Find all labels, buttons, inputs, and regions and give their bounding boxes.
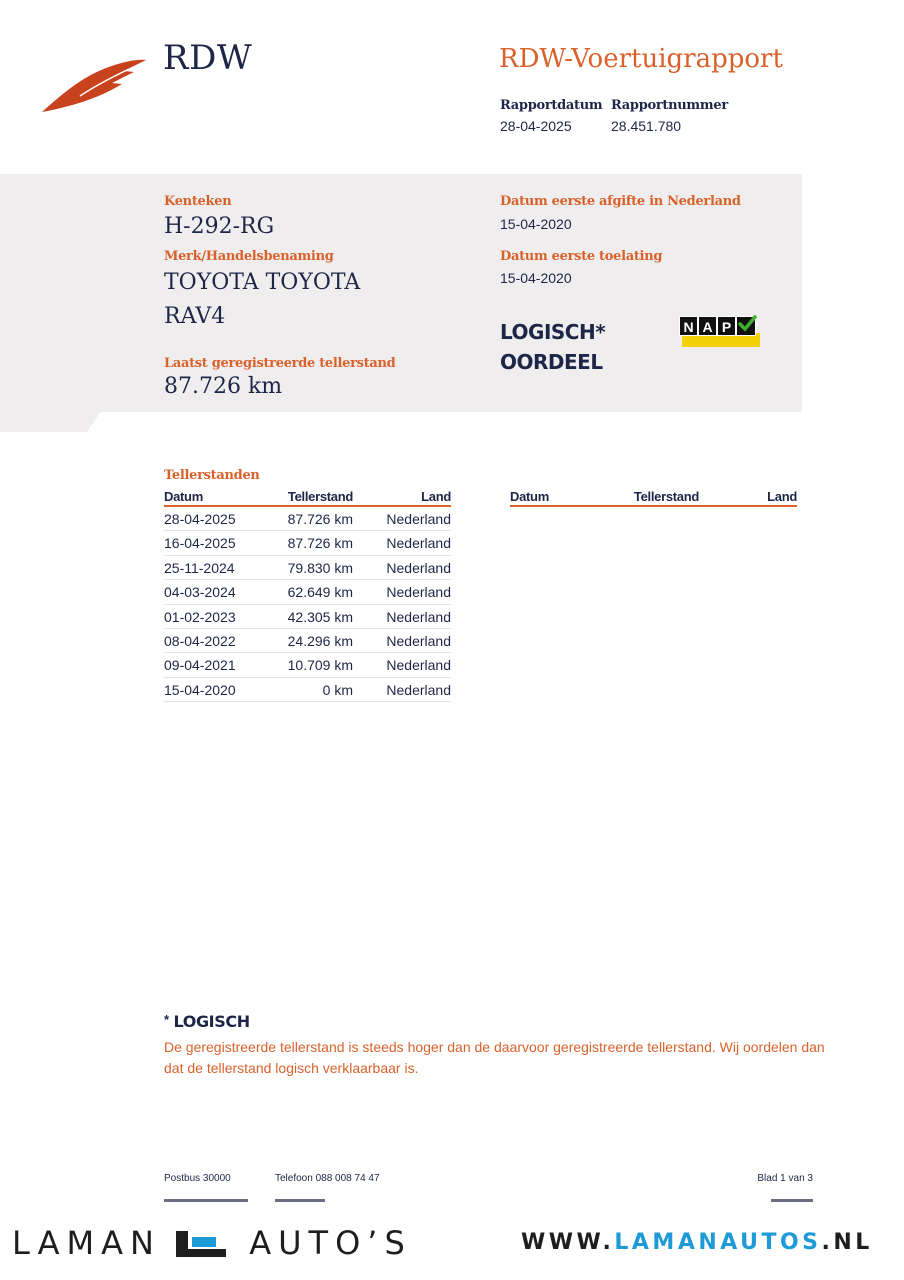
verdict-line2: OORDEEL (500, 350, 603, 374)
nap-letter-p: P (717, 316, 736, 336)
note-text-line2: dat de tellerstand logisch verklaarbaar is. (164, 1060, 419, 1076)
cell-date: 01-02-2023 (164, 608, 236, 625)
table-row (164, 507, 451, 531)
cell-date: 28-04-2025 (164, 511, 236, 527)
cell-odometer: 0 km (322, 681, 353, 698)
cell-country: Nederland (386, 511, 451, 527)
cell-date: 09-04-2021 (164, 657, 236, 674)
cell-odometer: 24.296 km (287, 632, 353, 649)
col-header-date: Datum (164, 489, 203, 504)
readings-section-title: Tellerstanden (164, 468, 260, 483)
nap-letter-a: A (698, 316, 717, 336)
table-row (164, 629, 451, 653)
cell-date: 04-03-2024 (164, 584, 236, 601)
cell-date: 16-04-2025 (164, 535, 236, 552)
col-header-odometer: Tellerstand (633, 489, 699, 504)
dealer-logo-text (12, 1222, 412, 1264)
col-header-country: Land (421, 489, 451, 504)
logo-mark-blue (192, 1237, 216, 1247)
cell-date: 25-11-2024 (164, 559, 235, 576)
first-admission-label: Datum eerste toelating (500, 249, 663, 264)
make-value-line1: TOYOTA TOYOTA (164, 270, 361, 295)
footer-address: Postbus 30000 (164, 1173, 231, 1184)
dealer-name-part2: AUTO’S (249, 1224, 412, 1262)
make-value-line2: RAV4 (164, 304, 226, 329)
table-header (164, 489, 451, 507)
cell-odometer: 10.709 km (287, 657, 353, 674)
odometer-value: 87.726 km (164, 374, 283, 399)
col-header-odometer: Tellerstand (287, 489, 353, 504)
table-row (164, 531, 451, 555)
table-row (164, 653, 451, 677)
cell-date: 15-04-2020 (164, 681, 236, 698)
cell-odometer: 87.726 km (287, 511, 353, 527)
nap-badge (678, 315, 760, 347)
footer-phone: Telefoon 088 008 74 47 (275, 1173, 380, 1184)
note-title: LOGISCH (173, 1012, 250, 1031)
website-name: LAMANAUTOS (614, 1230, 822, 1255)
nap-check-box (736, 316, 756, 336)
vehicle-summary-panel (0, 174, 802, 412)
org-name: RDW (163, 38, 253, 78)
table-row (164, 580, 451, 604)
cell-country: Nederland (386, 535, 451, 552)
dealer-name-part1: LAMAN (12, 1224, 161, 1262)
footer-page: Blad 1 van 3 (757, 1173, 813, 1184)
panel-tail-decoration (0, 410, 102, 432)
cell-odometer: 62.649 km (287, 584, 353, 601)
report-number-value: 28.451.780 (611, 118, 682, 134)
cell-date: 08-04-2022 (164, 632, 236, 649)
col-header-country: Land (767, 489, 797, 504)
table-row (164, 605, 451, 629)
website-prefix: WWW. (521, 1230, 615, 1255)
table-row (164, 556, 451, 580)
cell-country: Nederland (386, 632, 451, 649)
footer-cutoff-mark (771, 1199, 813, 1202)
report-number-label: Rapportnummer (611, 98, 728, 113)
plate-value: H-292-RG (164, 214, 275, 239)
cell-country: Nederland (386, 608, 451, 625)
footer-cutoff-mark (164, 1199, 248, 1202)
checkmark-icon (737, 314, 757, 334)
odometer-label: Laatst geregistreerde tellerstand (164, 356, 396, 371)
readings-table-left (164, 489, 451, 702)
report-title: RDW-Voertuigrapport (499, 44, 783, 74)
cell-country: Nederland (386, 657, 451, 674)
dealer-logo-mark (176, 1231, 226, 1257)
cell-odometer: 79.830 km (287, 559, 353, 576)
first-admission-value: 15-04-2020 (500, 270, 572, 286)
report-date-label: Rapportdatum (500, 98, 603, 113)
table-header (510, 489, 797, 507)
make-label: Merk/Handelsbenaming (164, 249, 334, 264)
note-asterisk: * (164, 1012, 170, 1027)
table-row (164, 678, 451, 702)
first-nl-label: Datum eerste afgifte in Nederland (500, 194, 741, 209)
nap-letter-n: N (679, 316, 698, 336)
website-suffix: .NL (821, 1230, 873, 1255)
cell-odometer: 42.305 km (287, 608, 353, 625)
report-date-value: 28-04-2025 (500, 118, 572, 134)
footer-cutoff-mark (275, 1199, 325, 1202)
note-text-line1: De geregistreerde tellerstand is steeds hoger dan de daarvoor geregistreerde tellerstand. Wij oordelen dan (164, 1039, 825, 1055)
readings-table-right (510, 489, 797, 507)
logo-mark-black-base (176, 1249, 226, 1257)
cell-country: Nederland (386, 681, 451, 698)
cell-odometer: 87.726 km (287, 535, 353, 552)
verdict-line1: LOGISCH* (500, 320, 606, 344)
note-heading (164, 1012, 250, 1032)
dealer-website[interactable] (521, 1226, 873, 1260)
cell-country: Nederland (386, 584, 451, 601)
first-nl-value: 15-04-2020 (500, 216, 572, 232)
col-header-date: Datum (510, 489, 549, 504)
plate-label: Kenteken (164, 194, 232, 209)
cell-country: Nederland (386, 559, 451, 576)
rdw-logo-icon (40, 56, 148, 114)
